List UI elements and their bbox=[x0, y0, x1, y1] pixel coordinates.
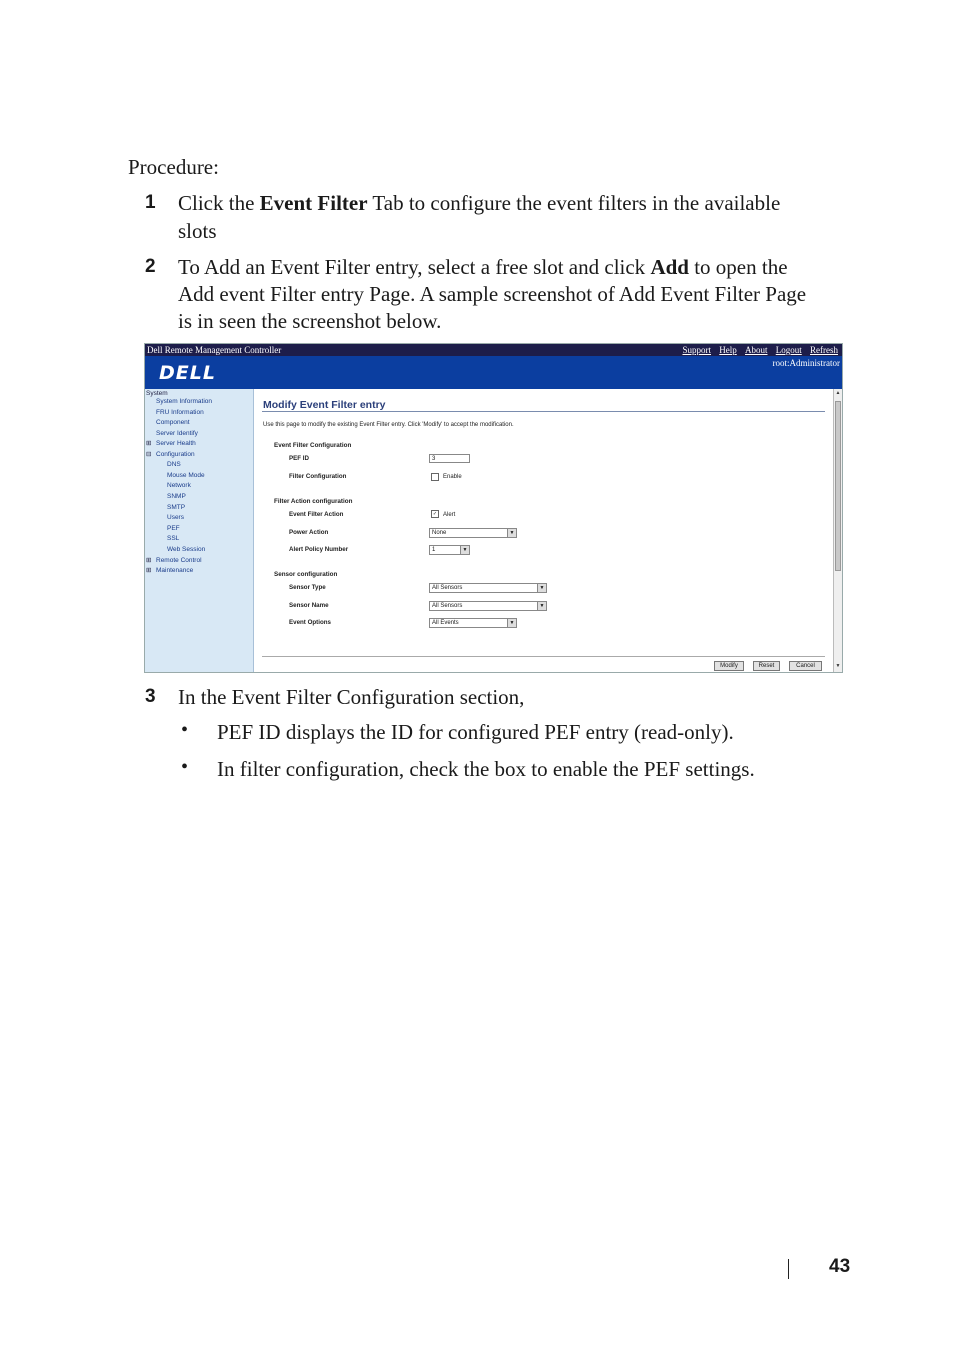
app-title: Dell Remote Management Controller bbox=[147, 345, 282, 355]
title-divider bbox=[262, 411, 825, 412]
nav-item-fru-information[interactable]: FRU Information bbox=[156, 409, 204, 416]
procedure-label: Procedure: bbox=[128, 155, 219, 179]
sensor-type-label: Sensor Type bbox=[289, 584, 326, 591]
help-link[interactable]: Help bbox=[719, 345, 737, 355]
section-sensor-configuration: Sensor configuration bbox=[274, 571, 338, 578]
nav-item-component[interactable]: Component bbox=[156, 419, 190, 426]
chevron-down-icon: ▼ bbox=[507, 619, 516, 627]
pef-id-field[interactable]: 3 bbox=[429, 454, 470, 463]
embedded-screenshot bbox=[144, 343, 843, 673]
chevron-down-icon: ▼ bbox=[507, 529, 516, 537]
chevron-down-icon: ▼ bbox=[537, 584, 546, 592]
section-filter-action-configuration: Filter Action configuration bbox=[274, 498, 353, 505]
page-number-divider bbox=[788, 1259, 789, 1279]
nav-item-remote-control[interactable]: Remote Control bbox=[156, 557, 202, 564]
event-options-label: Event Options bbox=[289, 619, 331, 626]
pef-id-label: PEF ID bbox=[289, 455, 309, 462]
page-title: Modify Event Filter entry bbox=[263, 399, 386, 411]
bullet-1-text: PEF ID displays the ID for configured PEF entry (read-only). bbox=[217, 720, 734, 744]
event-options-select[interactable]: All Events ▼ bbox=[429, 618, 517, 628]
scrollbar-thumb[interactable] bbox=[835, 401, 841, 571]
nav-item-network[interactable]: Network bbox=[167, 482, 191, 489]
event-filter-action-label: Event Filter Action bbox=[289, 511, 344, 518]
collapse-icon[interactable]: ⊟ bbox=[146, 451, 152, 458]
step-2-bold-term: Add bbox=[650, 255, 689, 279]
nav-item-web-session[interactable]: Web Session bbox=[167, 546, 206, 553]
sensor-type-select[interactable]: All Sensors ▼ bbox=[429, 583, 547, 593]
vertical-scrollbar[interactable] bbox=[833, 389, 843, 672]
alert-checkbox[interactable]: ✓ bbox=[432, 511, 438, 517]
step-2-number: 2 bbox=[145, 256, 156, 277]
nav-item-smtp[interactable]: SMTP bbox=[167, 504, 186, 511]
expand-icon[interactable]: ⊞ bbox=[146, 440, 152, 447]
modify-button[interactable]: Modify bbox=[714, 661, 744, 671]
refresh-link[interactable]: Refresh bbox=[810, 345, 838, 355]
nav-item-snmp[interactable]: SNMP bbox=[167, 493, 186, 500]
step-1-number: 1 bbox=[145, 192, 156, 213]
step-3-number: 3 bbox=[145, 686, 156, 707]
step-1-text-line-2: slots bbox=[178, 219, 217, 243]
step-1-text: Click the Event Filter Tab to configure the event filters in the available bbox=[178, 191, 781, 215]
nav-item-configuration[interactable]: Configuration bbox=[156, 451, 195, 458]
scroll-down-icon[interactable]: ▼ bbox=[835, 663, 841, 669]
sensor-name-label: Sensor Name bbox=[289, 602, 329, 609]
about-link[interactable]: About bbox=[745, 345, 768, 355]
sensor-name-select[interactable]: All Sensors ▼ bbox=[429, 601, 547, 611]
nav-item-pef[interactable]: PEF bbox=[167, 525, 180, 532]
filter-configuration-label: Filter Configuration bbox=[289, 473, 347, 480]
page-number: 43 bbox=[829, 1256, 851, 1277]
expand-icon[interactable]: ⊞ bbox=[146, 557, 152, 564]
dell-logo: DELL bbox=[159, 362, 216, 384]
support-link[interactable]: Support bbox=[682, 345, 711, 355]
nav-item-maintenance[interactable]: Maintenance bbox=[156, 567, 194, 574]
app-header-bar bbox=[145, 344, 842, 356]
intro-text: Use this page to modify the existing Event Filter entry. Click 'Modify' to accept the modification. bbox=[263, 422, 514, 428]
expand-icon[interactable]: ⊞ bbox=[146, 567, 152, 574]
power-action-label: Power Action bbox=[289, 529, 329, 536]
cancel-button[interactable]: Cancel bbox=[789, 661, 822, 671]
bullet-icon: • bbox=[181, 719, 189, 741]
nav-item-mouse-mode[interactable]: Mouse Mode bbox=[167, 472, 205, 479]
step-2-text: To Add an Event Filter entry, select a free slot and click Add to open the bbox=[178, 255, 788, 279]
section-event-filter-configuration: Event Filter Configuration bbox=[274, 442, 352, 449]
bullet-icon: • bbox=[181, 756, 189, 778]
reset-button[interactable]: Reset bbox=[753, 661, 780, 671]
alert-policy-number-label: Alert Policy Number bbox=[289, 546, 349, 553]
enable-checkbox[interactable] bbox=[431, 473, 439, 481]
top-links bbox=[676, 344, 838, 356]
alert-policy-number-select[interactable]: 1 ▼ bbox=[429, 545, 470, 555]
chevron-down-icon: ▼ bbox=[537, 602, 546, 610]
bullet-2-text: In filter configuration, check the box to enable the PEF settings. bbox=[217, 757, 755, 781]
banner bbox=[145, 356, 842, 389]
nav-item-server-health[interactable]: Server Health bbox=[156, 440, 196, 447]
nav-item-system-information[interactable]: System Information bbox=[156, 398, 212, 405]
alert-label: Alert bbox=[443, 512, 456, 518]
step-2-text-line-2: Add event Filter entry Page. A sample screenshot of Add Event Filter Page bbox=[178, 282, 807, 306]
user-label: root:Administrator bbox=[772, 358, 840, 368]
logout-link[interactable]: Logout bbox=[775, 345, 802, 355]
sidebar-nav bbox=[145, 389, 254, 672]
nav-item-server-identify[interactable]: Server Identify bbox=[156, 430, 198, 437]
step-1-bold-term: Event Filter bbox=[259, 191, 368, 215]
step-3-text: In the Event Filter Configuration section, bbox=[178, 685, 525, 709]
main-panel bbox=[262, 389, 828, 672]
nav-item-users[interactable]: Users bbox=[167, 514, 184, 521]
nav-item-ssl[interactable]: SSL bbox=[167, 535, 180, 542]
chevron-down-icon: ▼ bbox=[460, 546, 469, 554]
nav-item-dns[interactable]: DNS bbox=[167, 461, 181, 468]
scroll-up-icon[interactable]: ▲ bbox=[835, 390, 841, 396]
step-2-text-line-3: is in seen the screenshot below. bbox=[178, 309, 442, 333]
nav-root-system[interactable]: System bbox=[146, 390, 168, 397]
footer-divider bbox=[262, 656, 825, 657]
enable-label: Enable bbox=[443, 474, 462, 480]
power-action-select[interactable]: None ▼ bbox=[429, 528, 517, 538]
